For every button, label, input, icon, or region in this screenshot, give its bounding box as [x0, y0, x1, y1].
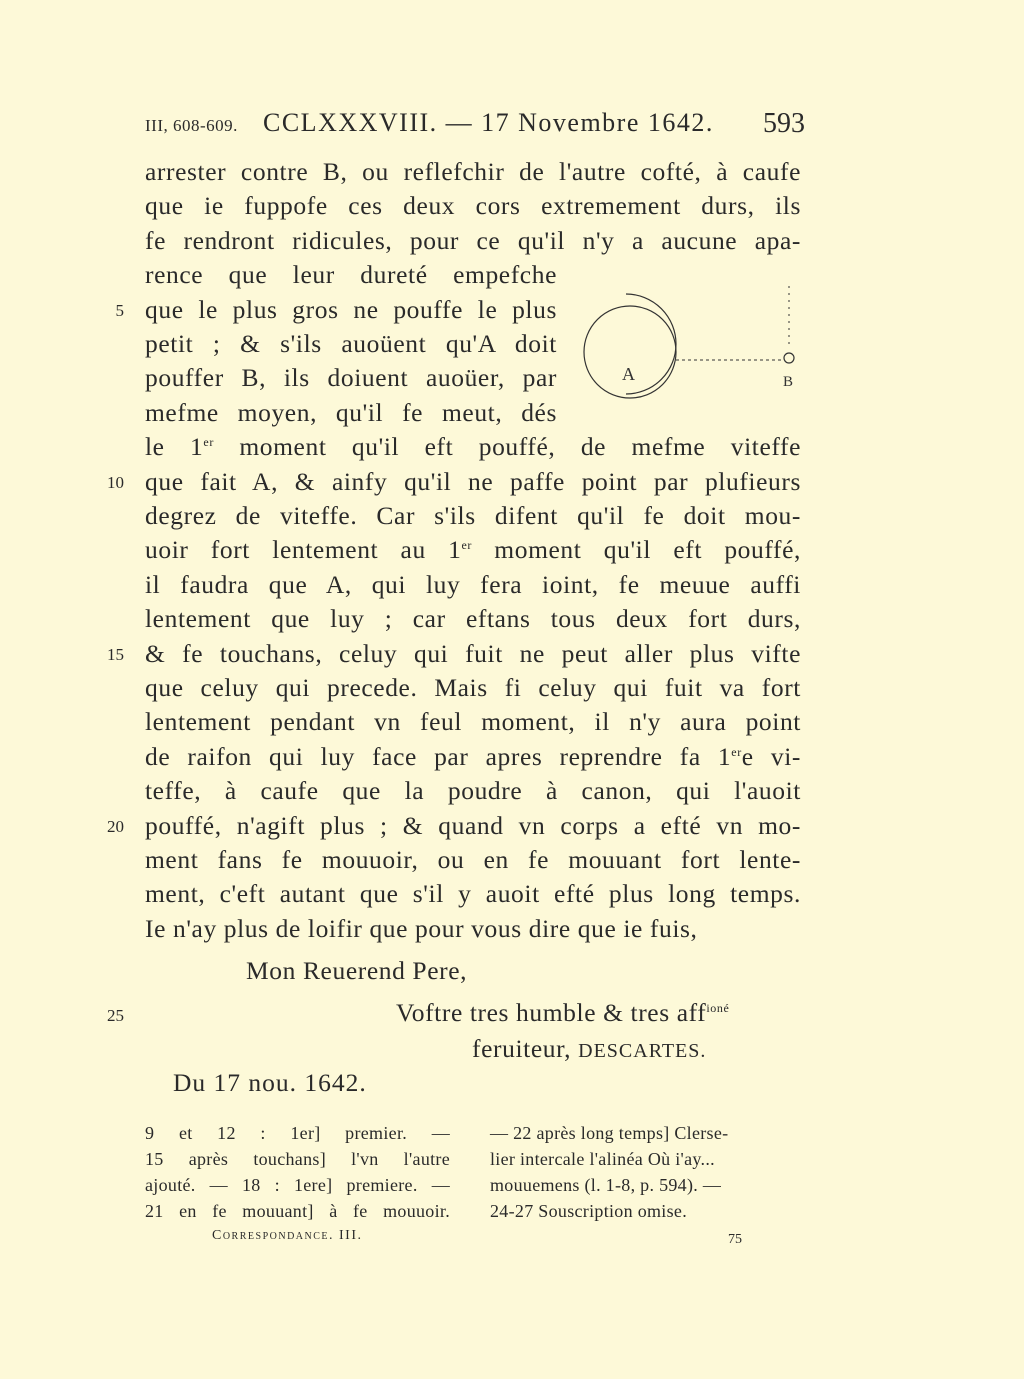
- body-line: ment fans fe mouuoir, ou en fe mouuant fort lente-: [145, 845, 801, 874]
- body-line: Ie n'ay plus de loifir que pour vous dire que ie fuis,: [145, 913, 698, 943]
- signature: DESCARTES.: [578, 1040, 707, 1062]
- body-line: pouffer B, ils doiuent auoüer, par: [145, 363, 557, 393]
- footnote-line: ajouté. — 18 : 1ere] premiere. —: [145, 1175, 450, 1195]
- line-number: 20: [107, 816, 124, 836]
- volume-reference: III, 608-609.: [145, 116, 238, 135]
- body-line: & fe touchans, celuy qui fuit ne peut aller plus vifte: [145, 638, 801, 668]
- body-line: mefme moyen, qu'il fe meut, dés: [145, 397, 557, 427]
- body-line: que celuy qui precede. Mais fi celuy qui fuit va fort: [145, 673, 801, 702]
- footnotes-right: [490, 1120, 802, 1224]
- signoff-line-2: [472, 1034, 706, 1064]
- body-line: arrester contre B, ou reflefchir de l'autre cofté, à caufe: [145, 157, 801, 186]
- body-line: uoir fort lentement au 1er moment qu'il eft pouffé,: [145, 535, 801, 565]
- signoff-line-1: [396, 998, 729, 1028]
- line-number: 10: [107, 472, 124, 492]
- signoff-text-2: feruiteur,: [472, 1034, 572, 1063]
- footnote-line: 9 et 12 : 1er] premier. —: [145, 1123, 450, 1143]
- footnote-line: 15 après touchans] l'vn l'autre: [145, 1149, 450, 1169]
- line-number: 15: [107, 644, 124, 664]
- line-number: 25: [107, 1006, 124, 1025]
- signoff-text: Voftre tres humble & tres aff: [396, 998, 707, 1027]
- letter-date: Du 17 nou. 1642.: [173, 1068, 367, 1097]
- footer-signature-mark: 75: [728, 1232, 742, 1247]
- footnote-line: mouuemens (l. 1-8, p. 594). —: [490, 1175, 722, 1195]
- body-line: degrez de viteffe. Car s'ils difent qu'il fe doit mou-: [145, 501, 801, 530]
- footnote-line: lier intercale l'alinéa Où i'ay...: [490, 1149, 715, 1169]
- figure-label-b: B: [783, 374, 794, 390]
- collision-diagram: [580, 282, 810, 412]
- footnote-line: 21 en fe mouuant] à fe mouuoir.: [145, 1201, 450, 1221]
- body-line: petit ; & s'ils auoüent qu'A doit: [145, 329, 557, 358]
- body-line: que le plus gros ne pouffe le plus: [145, 294, 557, 324]
- body-line: fe rendront ridicules, pour ce qu'il n'y a aucune apa-: [145, 225, 801, 255]
- figure-label-a: A: [622, 364, 635, 384]
- page-header: [145, 108, 805, 148]
- body-line: il faudra que A, qui luy fera ioint, fe meuue auffi: [145, 569, 801, 599]
- body-line: que ie fuppofe ces deux cors extremement durs, ils: [145, 191, 801, 221]
- body-line: rence que leur dureté empefche: [145, 260, 557, 290]
- body-line: que fait A, & ainfy qu'il ne paffe point par plufieurs: [145, 466, 801, 496]
- page-number: 593: [763, 108, 805, 139]
- body-line: ment, c'eft autant que s'il y auoit efté plus long temps.: [145, 879, 801, 909]
- footnotes-left: [145, 1120, 450, 1224]
- footnote-line: 24-27 Souscription omise.: [490, 1201, 687, 1221]
- body-line: pouffé, n'agift plus ; & quand vn corps a efté vn mo-: [145, 810, 801, 840]
- salutation: Mon Reuerend Pere,: [246, 956, 468, 985]
- signoff-superscript: ioné: [706, 1001, 730, 1015]
- line-number: 5: [115, 300, 124, 320]
- body-line: de raifon qui luy face par apres reprendre fa 1ere vi-: [145, 741, 801, 771]
- body-line: lentement pendant vn feul moment, il n'y aura point: [145, 707, 801, 737]
- body-line: lentement que luy ; car eftans tous deux fort durs,: [145, 604, 801, 634]
- body-line: teffe, à caufe que la poudre à canon, qui l'auoit: [145, 776, 801, 806]
- body-line: le 1er moment qu'il eft pouffé, de mefme viteffe: [145, 432, 802, 462]
- footer-volume: Correspondance. III.: [212, 1228, 363, 1243]
- footnote-line: — 22 après long temps] Clerse-: [490, 1123, 729, 1143]
- letter-title: CCLXXXVIII. — 17 Novembre 1642.: [263, 108, 714, 137]
